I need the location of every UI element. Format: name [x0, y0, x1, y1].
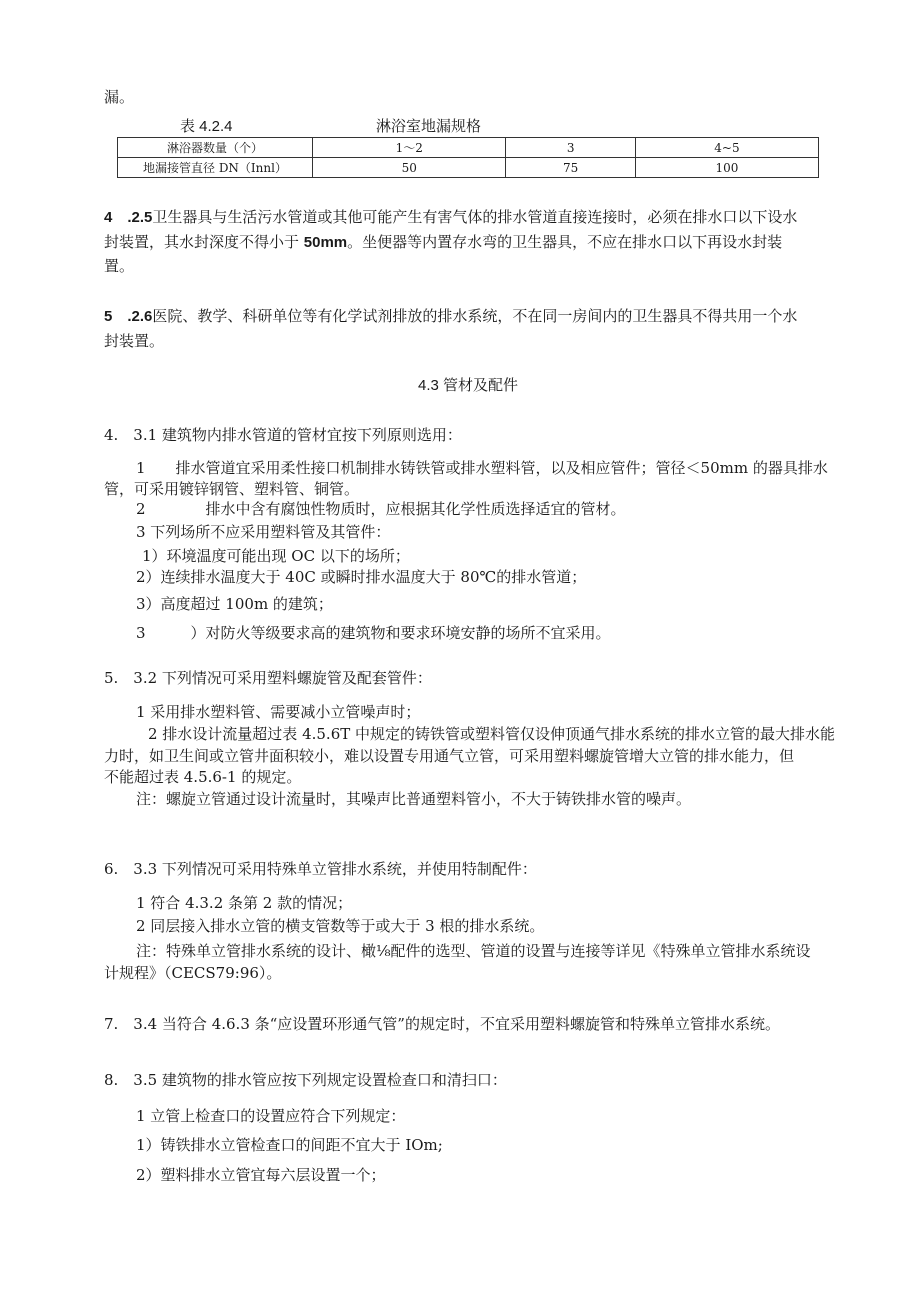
sub-item: 1）环境温度可能出现 OC 以下的场所； — [142, 547, 410, 565]
table-cell: 75 — [506, 158, 635, 178]
list-item: 1 立管上检查口的设置应符合下列规定： — [136, 1107, 406, 1125]
clause-4-2-6-line-1: 5 .2.6医院、教学、科研单位等有化学试剂排放的排水系统，不在同一房间内的卫生器具不得共用一个水 — [104, 307, 798, 325]
sub-item: 3 ）对防火等级要求高的建筑物和要求环境安静的场所不宜采用。 — [136, 624, 611, 642]
table-row — [118, 158, 819, 178]
clause-number: 5 .2.6 — [104, 308, 153, 325]
clause-4-3-1-head: 4. 3.1 建筑物内排水管道的管材宜按下列原则选用： — [104, 426, 462, 444]
table-number: 表 4.2.4 — [180, 118, 233, 135]
table-cell: 100 — [635, 158, 818, 178]
clause-number: 4 .2.5 — [104, 209, 153, 226]
clause-4-2-5-line-2: 封装置，其水封深度不得小于 50mm。坐便器等内置存水弯的卫生器具，不应在排水口以下再设水封装 — [104, 233, 783, 251]
sub-item: 2）塑料排水立管宜每六层设置一个； — [136, 1166, 386, 1184]
list-item: 2 排水设计流量超过表 4.5.6T 中规定的铸铁管或塑料管仅设伸顶通气排水系统的排水立管的最大排水能 — [148, 725, 836, 743]
table-title: 淋浴室地漏规格 — [376, 118, 482, 135]
sub-item: 3）高度超过 100m 的建筑； — [136, 595, 333, 613]
section-title: 4.3 管材及配件 — [418, 377, 519, 394]
sub-item: 1）铸铁排水立管检查口的间距不宜大于 IOm; — [136, 1136, 443, 1154]
floor-drain-spec-table — [117, 137, 819, 178]
clause-4-3-4: 7. 3.4 当符合 4.6.3 条“应设置环形通气管”的规定时，不宜采用塑料螺旋管和特殊单立管排水系统。 — [104, 1015, 780, 1033]
list-item: 1 符合 4.3.2 条第 2 款的情况； — [136, 894, 353, 912]
list-item-cont: 力时，如卫生间或立管井面积较小，难以设置专用通气立管，可采用塑料螺旋管增大立管的排水能力，但 — [104, 747, 795, 765]
table-cell: 3 — [506, 138, 635, 158]
table-row-header: 淋浴器数量（个） — [118, 138, 313, 158]
clause-4-3-2-head: 5. 3.2 下列情况可采用塑料螺旋管及配套管件： — [104, 669, 432, 687]
table-cell: 4~5 — [635, 138, 818, 158]
clause-4-3-5-head: 8. 3.5 建筑物的排水管应按下列规定设置检查口和清扫口： — [104, 1071, 507, 1089]
list-item-cont: 管，可采用镀锌钢管、塑料管、铜管。 — [104, 480, 360, 498]
table-cell: 1～2 — [313, 138, 506, 158]
note: 注：特殊单立管排水系统的设计、橄⅛配件的选型、管道的设置与连接等详见《特殊单立管排水系统设 — [136, 942, 811, 960]
note-cont: 计规程》（CECS79:96）。 — [104, 964, 282, 982]
clause-4-2-6-line-2: 封装置。 — [104, 332, 165, 350]
list-item: 2 同层接入排水立管的横支管数等于或大于 3 根的排水系统。 — [136, 917, 545, 935]
table-row-header: 地漏接管直径 DN（Innl） — [118, 158, 313, 178]
note: 注：螺旋立管通过设计流量时，其噪声比普通塑料管小，不大于铸铁排水管的噪声。 — [136, 790, 692, 808]
list-item: 1 采用排水塑料管、需要减小立管噪声时； — [136, 703, 421, 721]
intro-tail: 漏。 — [104, 88, 135, 106]
list-item-cont: 不能超过表 4.5.6-1 的规定。 — [104, 768, 302, 786]
sub-item: 2）连续排水温度大于 40C 或瞬时排水温度大于 80℃的排水管道； — [136, 568, 587, 586]
list-item: 2 排水中含有腐蚀性物质时，应根据其化学性质选择适宜的管材。 — [136, 500, 626, 518]
table-row — [118, 138, 819, 158]
clause-4-2-5-line-1: 4 .2.5卫生器具与生活污水管道或其他可能产生有害气体的排水管道直接连接时，必须在排水口以下设水 — [104, 208, 798, 226]
list-item: 3 下列场所不应采用塑料管及其管件： — [136, 523, 391, 541]
table-cell: 50 — [313, 158, 506, 178]
list-item: 1 排水管道宜采用柔性接口机制排水铸铁管或排水塑料管，以及相应管件；管径＜50mm 的器具排水 — [136, 459, 828, 477]
clause-4-2-5-line-3: 置。 — [104, 257, 135, 275]
clause-4-3-3-head: 6. 3.3 下列情况可采用特殊单立管排水系统，并使用特制配件： — [104, 860, 537, 878]
